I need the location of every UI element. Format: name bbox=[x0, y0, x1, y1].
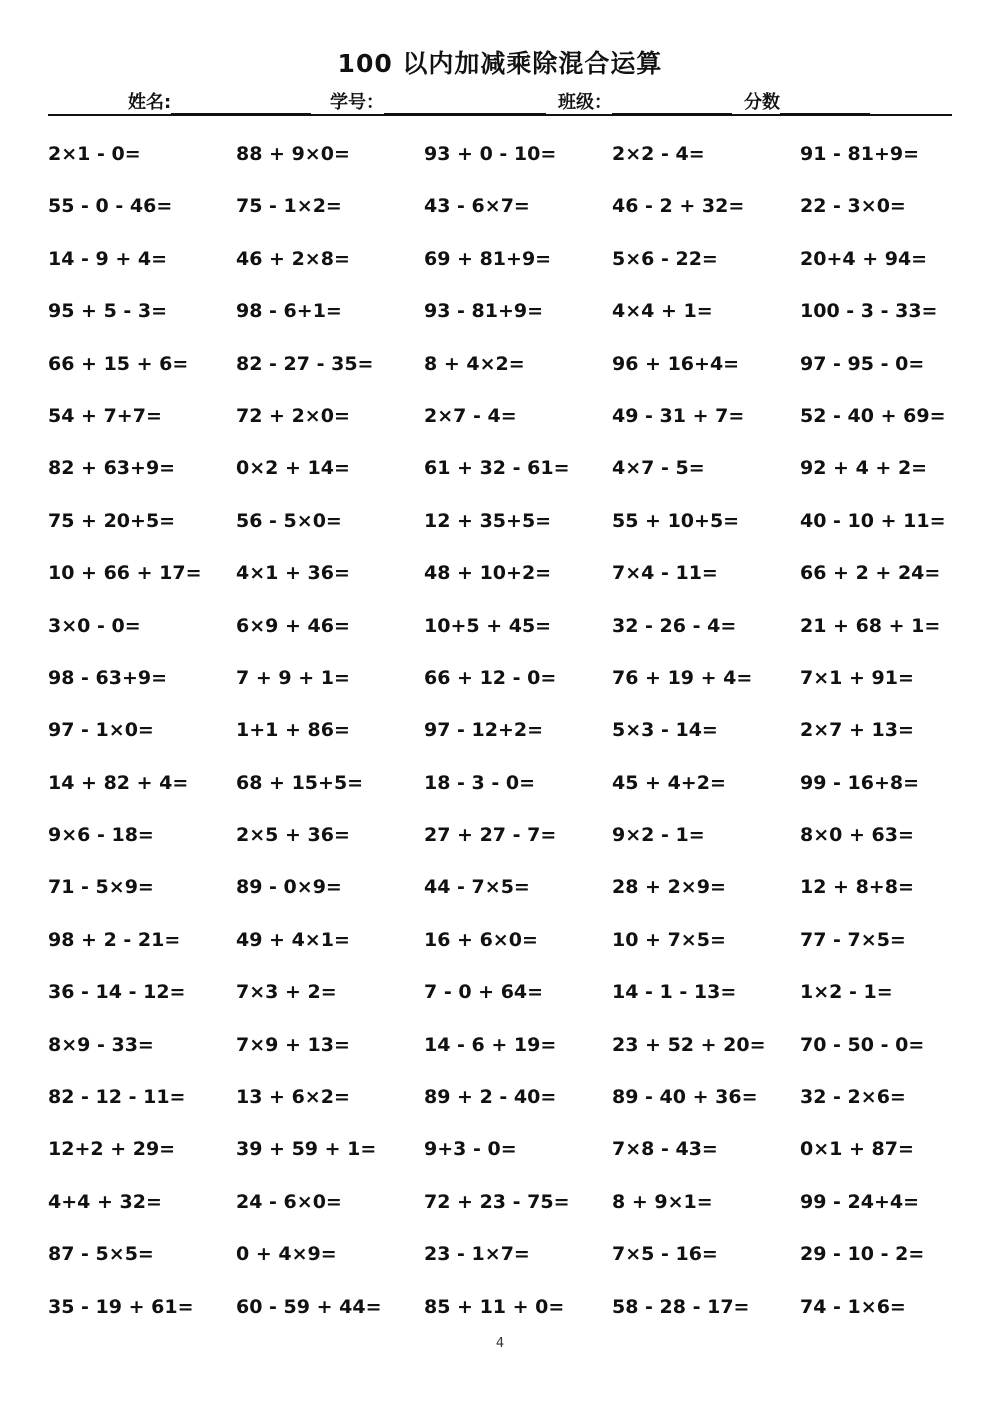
problem-item: 76 + 19 + 4= bbox=[612, 666, 753, 689]
page-title: 100 以内加减乘除混合运算 bbox=[337, 49, 663, 78]
problem-item: 69 + 81+9= bbox=[424, 247, 552, 270]
problem-item: 2×5 + 36= bbox=[236, 824, 350, 847]
problem-item: 8 + 9×1= bbox=[612, 1190, 713, 1213]
problem-item: 61 + 32 - 61= bbox=[424, 457, 570, 480]
problem-item: 49 + 4×1= bbox=[236, 928, 350, 951]
problem-item: 32 - 2×6= bbox=[800, 1086, 906, 1109]
problem-item: 8 + 4×2= bbox=[424, 352, 525, 375]
problem-item: 48 + 10+2= bbox=[424, 562, 552, 585]
problem-item: 7 + 9 + 1= bbox=[236, 666, 350, 689]
page-number: 4 bbox=[495, 1336, 505, 1351]
problem-item: 89 - 40 + 36= bbox=[612, 1086, 758, 1109]
problem-item: 43 - 6×7= bbox=[424, 195, 530, 218]
problem-item: 20+4 + 94= bbox=[800, 247, 928, 270]
problem-item: 23 + 52 + 20= bbox=[612, 1033, 766, 1056]
problem-item: 22 - 3×0= bbox=[800, 195, 906, 218]
problem-item: 13 + 6×2= bbox=[236, 1086, 350, 1109]
problem-item: 24 - 6×0= bbox=[236, 1190, 342, 1213]
class-field[interactable] bbox=[558, 90, 732, 116]
problem-item: 56 - 5×0= bbox=[236, 509, 342, 532]
problem-item: 6×9 + 46= bbox=[236, 614, 350, 637]
problem-item: 97 - 1×0= bbox=[48, 719, 154, 742]
problem-item: 46 - 2 + 32= bbox=[612, 195, 745, 218]
problem-item: 92 + 4 + 2= bbox=[800, 457, 928, 480]
problem-item: 60 - 59 + 44= bbox=[236, 1295, 382, 1318]
problem-item: 0 + 4×9= bbox=[236, 1243, 337, 1266]
problem-item: 7×4 - 11= bbox=[612, 562, 718, 585]
problem-item: 99 - 16+8= bbox=[800, 771, 920, 794]
problem-item: 88 + 9×0= bbox=[236, 143, 350, 165]
problem-item: 27 + 27 - 7= bbox=[424, 824, 557, 847]
problem-item: 32 - 26 - 4= bbox=[612, 614, 737, 637]
name-field[interactable] bbox=[128, 90, 311, 116]
score-blank[interactable] bbox=[780, 113, 870, 115]
problem-item: 9×6 - 18= bbox=[48, 824, 154, 847]
score-label: 分数 bbox=[744, 92, 780, 113]
problem-grid bbox=[48, 136, 968, 1341]
problem-item: 5×6 - 22= bbox=[612, 247, 718, 270]
problem-item: 70 - 50 - 0= bbox=[800, 1033, 925, 1056]
problem-item: 66 + 15 + 6= bbox=[48, 352, 189, 375]
problem-item: 89 + 2 - 40= bbox=[424, 1086, 557, 1109]
problem-item: 2×7 + 13= bbox=[800, 719, 914, 742]
problem-item: 0×2 + 14= bbox=[236, 457, 350, 480]
problem-item: 7×1 + 91= bbox=[800, 666, 914, 689]
problem-item: 29 - 10 - 2= bbox=[800, 1243, 925, 1266]
problem-item: 87 - 5×5= bbox=[48, 1243, 154, 1266]
student-id-field[interactable] bbox=[330, 90, 546, 116]
problem-item: 82 + 63+9= bbox=[48, 457, 176, 480]
problem-item: 9+3 - 0= bbox=[424, 1138, 517, 1161]
problem-item: 44 - 7×5= bbox=[424, 876, 530, 899]
problem-item: 10 + 66 + 17= bbox=[48, 562, 202, 585]
problem-item: 14 - 9 + 4= bbox=[48, 247, 168, 270]
problem-item: 77 - 7×5= bbox=[800, 928, 906, 951]
problem-item: 18 - 3 - 0= bbox=[424, 771, 536, 794]
problem-item: 40 - 10 + 11= bbox=[800, 509, 946, 532]
problem-item: 7×8 - 43= bbox=[612, 1138, 718, 1161]
problem-item: 4×7 - 5= bbox=[612, 457, 705, 480]
problem-item: 7×3 + 2= bbox=[236, 981, 337, 1004]
score-field[interactable] bbox=[744, 90, 870, 116]
problem-item: 2×7 - 4= bbox=[424, 404, 517, 427]
problem-item: 93 + 0 - 10= bbox=[424, 143, 557, 165]
problem-item: 52 - 40 + 69= bbox=[800, 404, 946, 427]
problem-item: 55 - 0 - 46= bbox=[48, 195, 173, 218]
problem-item: 0×1 + 87= bbox=[800, 1138, 914, 1161]
problem-item: 36 - 14 - 12= bbox=[48, 981, 186, 1004]
problem-item: 21 + 68 + 1= bbox=[800, 614, 941, 637]
problem-item: 14 + 82 + 4= bbox=[48, 771, 189, 794]
student-id-label: 学号： bbox=[330, 92, 384, 113]
problem-item: 8×9 - 33= bbox=[48, 1033, 154, 1056]
problem-item: 35 - 19 + 61= bbox=[48, 1295, 194, 1318]
problem-item: 7×9 + 13= bbox=[236, 1033, 350, 1056]
problem-item: 74 - 1×6= bbox=[800, 1295, 906, 1318]
problem-item: 68 + 15+5= bbox=[236, 771, 364, 794]
problem-item: 71 - 5×9= bbox=[48, 876, 154, 899]
problem-item: 5×3 - 14= bbox=[612, 719, 718, 742]
problem-item: 75 + 20+5= bbox=[48, 509, 176, 532]
problem-item: 7 - 0 + 64= bbox=[424, 981, 544, 1004]
problem-item: 97 - 95 - 0= bbox=[800, 352, 925, 375]
problem-item: 45 + 4+2= bbox=[612, 771, 726, 794]
problem-item: 14 - 1 - 13= bbox=[612, 981, 737, 1004]
problem-item: 16 + 6×0= bbox=[424, 928, 538, 951]
problem-item: 3×0 - 0= bbox=[48, 614, 141, 637]
problem-item: 96 + 16+4= bbox=[612, 352, 740, 375]
problem-item: 14 - 6 + 19= bbox=[424, 1033, 557, 1056]
problem-item: 72 + 2×0= bbox=[236, 404, 350, 427]
problem-item: 58 - 28 - 17= bbox=[612, 1295, 750, 1318]
problem-item: 1+1 + 86= bbox=[236, 719, 350, 742]
problem-item: 55 + 10+5= bbox=[612, 509, 740, 532]
problem-item: 98 - 63+9= bbox=[48, 666, 168, 689]
problem-item: 39 + 59 + 1= bbox=[236, 1138, 377, 1161]
problem-item: 2×1 - 0= bbox=[48, 143, 141, 165]
problem-item: 100 - 3 - 33= bbox=[800, 300, 938, 323]
problem-item: 1×2 - 1= bbox=[800, 981, 893, 1004]
problem-item: 72 + 23 - 75= bbox=[424, 1190, 570, 1213]
problem-item: 4×1 + 36= bbox=[236, 562, 350, 585]
problem-item: 49 - 31 + 7= bbox=[612, 404, 745, 427]
problem-item: 54 + 7+7= bbox=[48, 404, 162, 427]
problem-item: 66 + 2 + 24= bbox=[800, 562, 941, 585]
problem-item: 7×5 - 16= bbox=[612, 1243, 718, 1266]
problem-item: 95 + 5 - 3= bbox=[48, 300, 168, 323]
problem-item: 89 - 0×9= bbox=[236, 876, 342, 899]
problem-item: 85 + 11 + 0= bbox=[424, 1295, 565, 1318]
problem-item: 75 - 1×2= bbox=[236, 195, 342, 218]
problem-item: 12 + 8+8= bbox=[800, 876, 914, 899]
problem-item: 12 + 35+5= bbox=[424, 509, 552, 532]
student-id-blank[interactable] bbox=[384, 113, 546, 115]
problem-item: 98 + 2 - 21= bbox=[48, 928, 181, 951]
problem-item: 46 + 2×8= bbox=[236, 247, 350, 270]
student-info-header bbox=[48, 88, 952, 116]
problem-item: 10+5 + 45= bbox=[424, 614, 552, 637]
problem-item: 8×0 + 63= bbox=[800, 824, 914, 847]
problem-item: 4×4 + 1= bbox=[612, 300, 713, 323]
problem-item: 97 - 12+2= bbox=[424, 719, 544, 742]
problem-item: 23 - 1×7= bbox=[424, 1243, 530, 1266]
problem-item: 9×2 - 1= bbox=[612, 824, 705, 847]
class-blank[interactable] bbox=[612, 113, 732, 115]
problem-item: 28 + 2×9= bbox=[612, 876, 726, 899]
problem-item: 91 - 81+9= bbox=[800, 143, 920, 165]
problem-item: 82 - 27 - 35= bbox=[236, 352, 374, 375]
problem-item: 10 + 7×5= bbox=[612, 928, 726, 951]
problem-item: 99 - 24+4= bbox=[800, 1190, 920, 1213]
problem-item: 12+2 + 29= bbox=[48, 1138, 176, 1161]
problem-item: 98 - 6+1= bbox=[236, 300, 342, 323]
name-label: 姓名: bbox=[128, 92, 172, 113]
problem-item: 66 + 12 - 0= bbox=[424, 666, 557, 689]
problem-item: 93 - 81+9= bbox=[424, 300, 544, 323]
problem-item: 2×2 - 4= bbox=[612, 143, 705, 165]
problem-item: 4+4 + 32= bbox=[48, 1190, 162, 1213]
problem-item: 82 - 12 - 11= bbox=[48, 1086, 186, 1109]
class-label: 班级： bbox=[558, 92, 612, 113]
name-blank[interactable] bbox=[171, 113, 311, 115]
